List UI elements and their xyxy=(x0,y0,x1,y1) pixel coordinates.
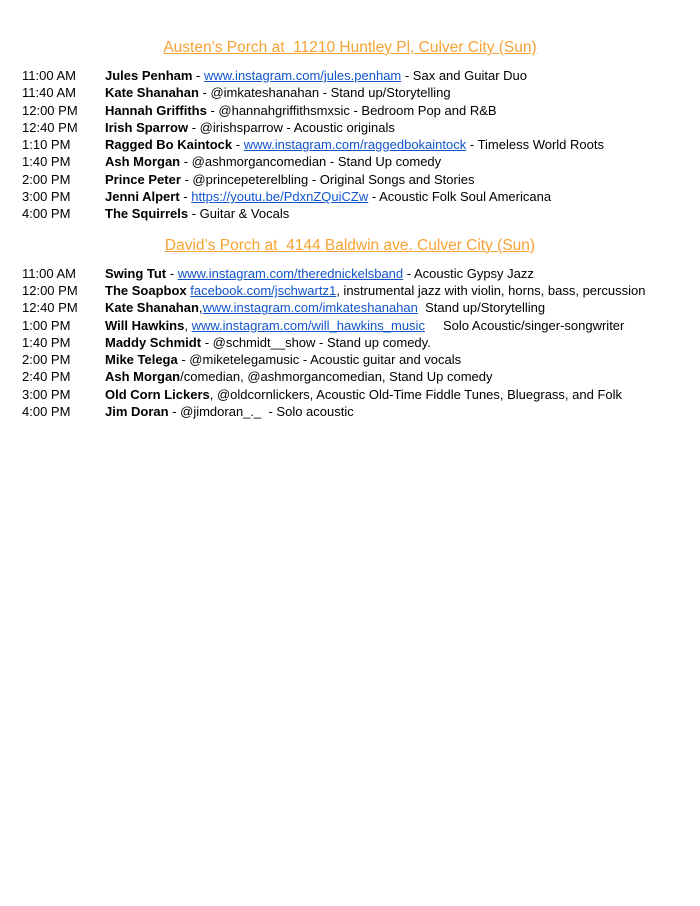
performer-name: Will Hawkins xyxy=(105,317,185,333)
section-title-link[interactable]: David’s Porch at 4144 Baldwin ave. Culver City (Sun) xyxy=(164,236,536,254)
time-label: 12:40 PM xyxy=(22,300,78,316)
row-content xyxy=(105,403,354,420)
performer-name: Jenni Alpert xyxy=(105,189,180,205)
schedule-row xyxy=(0,136,700,153)
description-text: Stand up/Storytelling xyxy=(417,300,546,316)
performer-name: Maddy Schmidt xyxy=(105,334,202,350)
row-content xyxy=(105,153,441,170)
performer-name: Mike Telega xyxy=(105,352,178,368)
time-label: 12:40 PM xyxy=(22,119,78,135)
time-label: 1:10 PM xyxy=(22,137,71,153)
description-text: - @ashmorgancomedian - Stand Up comedy xyxy=(180,154,442,170)
description-text: - xyxy=(192,68,204,83)
time-label: 12:00 PM xyxy=(22,102,78,118)
description-text: - @miketelegamusic - Acoustic guitar and vocals xyxy=(177,352,462,368)
performer-name: The Squirrels xyxy=(105,206,189,222)
time-label: 1:00 PM xyxy=(22,317,71,333)
time-label: 11:00 AM xyxy=(22,68,76,83)
schedule-row xyxy=(0,153,700,170)
description-text: - @imkateshanahan - Stand up/Storytelling xyxy=(198,85,451,101)
row-content xyxy=(105,136,604,153)
performer-name: The Soapbox xyxy=(105,282,187,298)
performer-name: Ash Morgan xyxy=(105,369,181,385)
schedule-row xyxy=(0,188,700,205)
row-content xyxy=(105,265,534,282)
performer-name: Ash Morgan xyxy=(105,154,181,170)
porch-section xyxy=(0,236,700,421)
description-text: - xyxy=(179,189,192,205)
performer-name: Jules Penham xyxy=(105,68,193,83)
time-label: 12:00 PM xyxy=(22,282,78,298)
row-content xyxy=(105,282,645,299)
description-text: - xyxy=(232,137,244,153)
row-content xyxy=(105,119,395,136)
performer-name: Kate Shanahan xyxy=(105,300,199,316)
performer-name: Prince Peter xyxy=(105,171,181,187)
time-label: 3:00 PM xyxy=(22,386,71,402)
profile-link[interactable]: www.instagram.com/will_hawkins_music xyxy=(191,317,425,333)
schedule-row xyxy=(0,334,700,351)
schedule-rows xyxy=(0,67,700,223)
row-content xyxy=(105,188,551,205)
profile-link[interactable]: facebook.com/jschwartz1 xyxy=(190,282,337,298)
time-label: 3:00 PM xyxy=(22,189,71,205)
performer-name: Swing Tut xyxy=(105,265,167,281)
row-content xyxy=(105,205,289,222)
row-content xyxy=(105,351,461,368)
schedule-row xyxy=(0,205,700,222)
description-text: - Timeless World Roots xyxy=(466,137,604,153)
row-content xyxy=(105,171,474,188)
row-content xyxy=(105,84,451,101)
schedule-row xyxy=(0,265,700,282)
schedule-row xyxy=(0,351,700,368)
time-label: 2:00 PM xyxy=(22,171,71,187)
row-content xyxy=(105,334,431,351)
profile-link[interactable]: www.instagram.com/imkateshanahan xyxy=(202,300,418,316)
description-text: - @hannahgriffithsmxsic - Bedroom Pop and R&B xyxy=(206,102,497,118)
schedule-row xyxy=(0,84,700,101)
description-text: - Acoustic Folk Soul Americana xyxy=(368,189,552,205)
row-content xyxy=(105,299,545,316)
description-text: - xyxy=(166,265,178,281)
schedule-row xyxy=(0,282,700,299)
time-label: 1:40 PM xyxy=(22,334,71,350)
time-label: 11:40 AM xyxy=(22,85,76,101)
schedule-row xyxy=(0,299,700,316)
performer-name: Ragged Bo Kaintock xyxy=(105,137,233,153)
time-label: 4:00 PM xyxy=(22,206,71,222)
profile-link[interactable]: www.instagram.com/raggedbokaintock xyxy=(243,137,467,153)
time-label: 1:40 PM xyxy=(22,154,71,170)
profile-link[interactable]: https://youtu.be/PdxnZQuiCZw xyxy=(191,189,369,205)
description-text: /comedian, @ashmorgancomedian, Stand Up comedy xyxy=(180,369,493,385)
schedule-row xyxy=(0,102,700,119)
description-text: , instrumental jazz with violin, horns, bass, percussion xyxy=(336,282,646,298)
row-content xyxy=(105,67,527,84)
description-text: - Sax and Guitar Duo xyxy=(401,68,527,83)
profile-link[interactable]: www.instagram.com/jules.penham xyxy=(204,68,402,83)
description-text: , xyxy=(198,300,203,316)
schedule-row xyxy=(0,317,700,334)
profile-link[interactable]: www.instagram.com/therednickelsband xyxy=(177,265,404,281)
description-text: - @jimdoran_._ - Solo acoustic xyxy=(168,404,354,420)
description-text: , @oldcornlickers, Acoustic Old-Time Fiddle Tunes, Bluegrass, and Folk xyxy=(209,386,623,402)
description-text: - @schmidt__show - Stand up comedy. xyxy=(201,334,431,350)
performer-name: Irish Sparrow xyxy=(105,119,189,135)
description-text: - @irishsparrow - Acoustic originals xyxy=(188,119,395,135)
performer-name: Hannah Griffiths xyxy=(105,102,207,118)
description-text: - @princepeterelbling - Original Songs and Stories xyxy=(180,171,475,187)
schedule-rows xyxy=(0,265,700,421)
section-title-link[interactable]: Austen’s Porch at 11210 Huntley Pl, Culver City (Sun) xyxy=(163,39,537,56)
porch-section xyxy=(0,38,700,223)
schedule-row xyxy=(0,386,700,403)
description-text: - Guitar & Vocals xyxy=(188,206,290,222)
time-label: 2:40 PM xyxy=(22,369,71,385)
schedule-row xyxy=(0,119,700,136)
description-text: , xyxy=(184,317,192,333)
row-content xyxy=(105,368,493,385)
time-label: 11:00 AM xyxy=(22,265,76,281)
row-content xyxy=(105,317,624,334)
schedule-row xyxy=(0,171,700,188)
description-text: Solo Acoustic/singer-songwriter xyxy=(424,317,625,333)
schedule-row xyxy=(0,67,700,84)
performer-name: Jim Doran xyxy=(105,404,169,420)
schedule-document xyxy=(0,0,700,420)
row-content xyxy=(105,102,497,119)
schedule-row xyxy=(0,403,700,420)
performer-name: Kate Shanahan xyxy=(105,85,199,101)
schedule-row xyxy=(0,368,700,385)
row-content xyxy=(105,386,622,403)
performer-name: Old Corn Lickers xyxy=(105,386,210,402)
time-label: 4:00 PM xyxy=(22,404,71,420)
time-label: 2:00 PM xyxy=(22,352,71,368)
description-text: - Acoustic Gypsy Jazz xyxy=(403,265,534,281)
